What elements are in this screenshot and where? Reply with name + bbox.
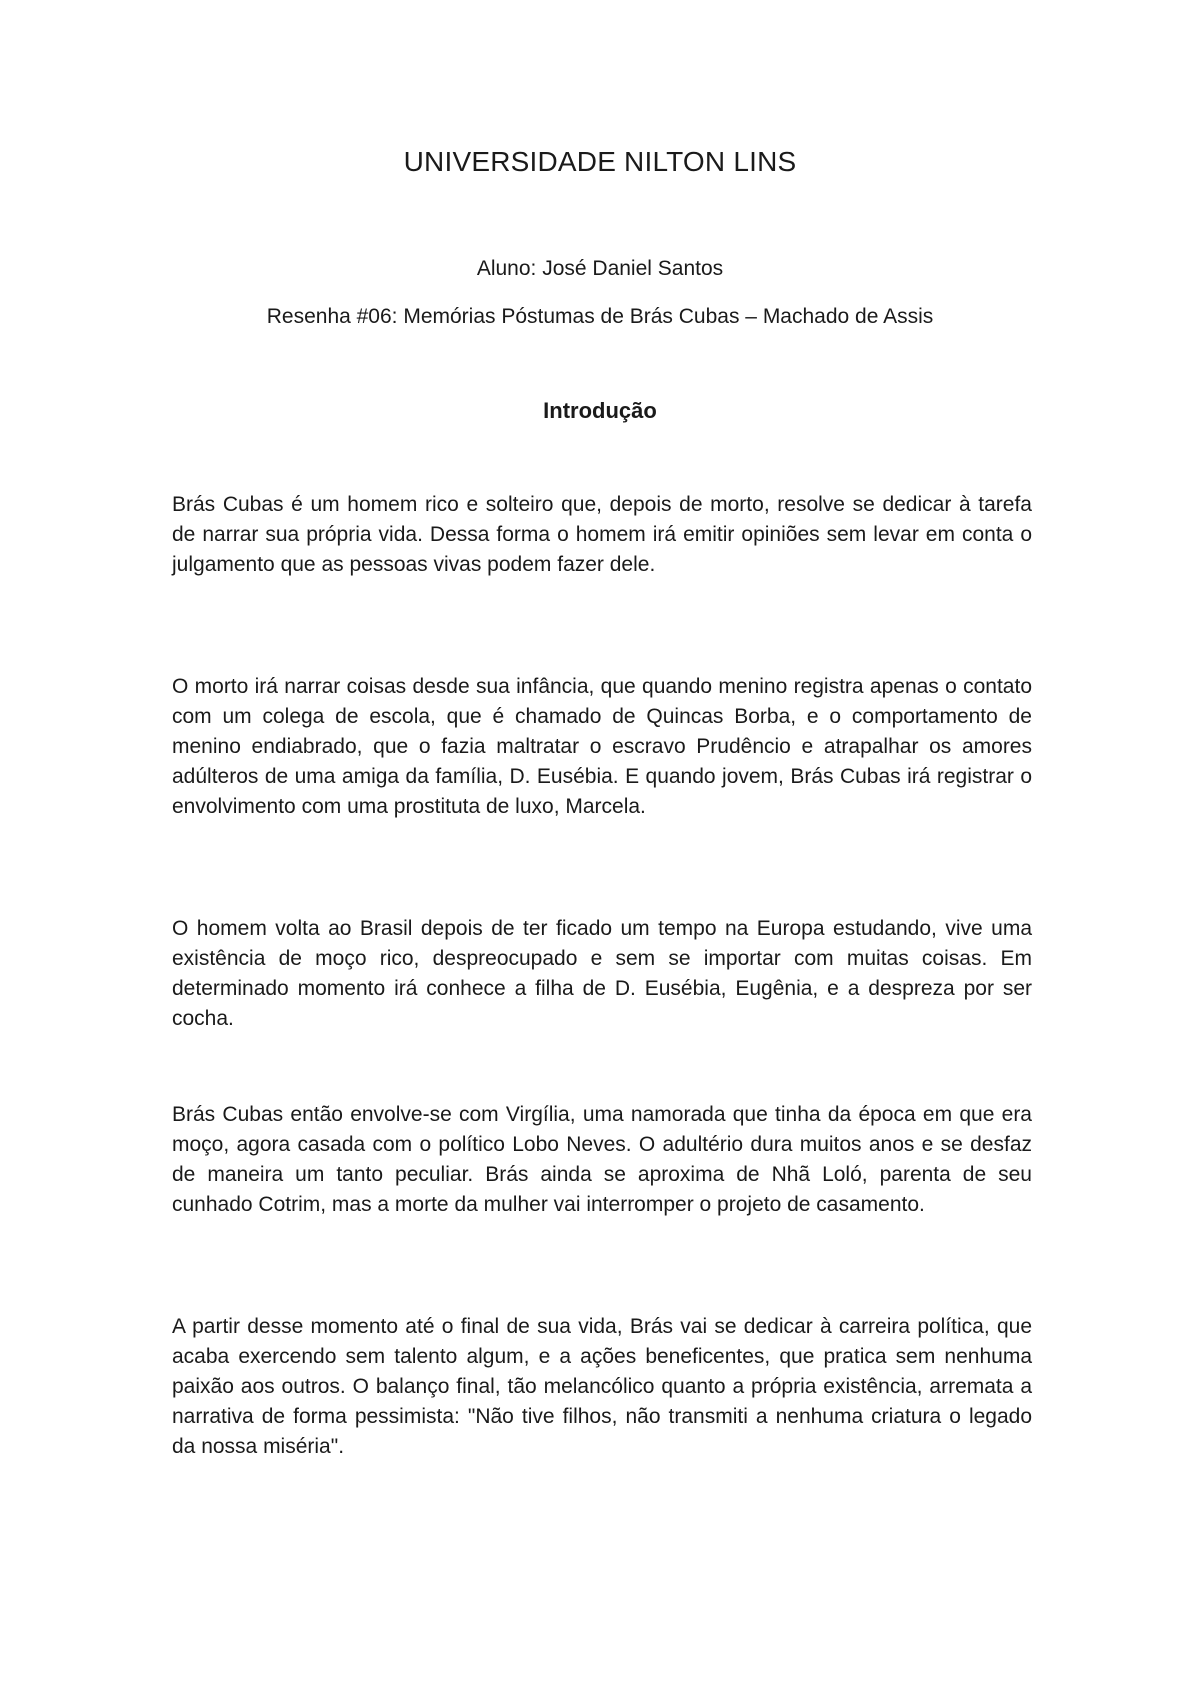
university-title: UNIVERSIDADE NILTON LINS: [403, 146, 797, 177]
paragraph: O morto irá narrar coisas desde sua infância, que quando menino registra apenas o contato com um colega de escola, que é chamado de Quincas Borba, e o comportamento de menino endiabrado, que o fazia maltratar o escravo Prudêncio e atrapalhar os amores adúlteros de uma amiga da família, D. Eusébia. E quando jovem, Brás Cubas irá registrar o envolvimento com uma prostituta de luxo, Marcela.: [172, 675, 1032, 818]
student-name: Aluno: José Daniel Santos: [476, 257, 724, 280]
paragraph: A partir desse momento até o final de sua vida, Brás vai se dedicar à carreira política, que acaba exercendo sem talento algum, e a ações beneficentes, que pratica sem nenhuma paixão aos outros. O balanço final, tão melancólico quanto a própria existência, arremata a narrativa de forma pessimista: "Não tive filhos, não transmiti a nenhuma criatura o legado da nossa miséria".: [172, 1315, 1032, 1458]
paragraph: Brás Cubas então envolve-se com Virgília, uma namorada que tinha da época em que era moço, agora casada com o político Lobo Neves. O adultério dura muitos anos e se desfaz de maneira um tanto peculiar. Brás ainda se aproxima de Nhã Loló, parenta de seu cunhado Cotrim, mas a morte da mulher vai interromper o projeto de casamento.: [172, 1103, 1032, 1216]
paragraph: O homem volta ao Brasil depois de ter ficado um tempo na Europa estudando, vive uma existência de moço rico, despreocupado e sem se importar com muitas coisas. Em determinado momento irá conhece a filha de D. Eusébia, Eugênia, e a despreza por ser cocha.: [172, 917, 1032, 1030]
section-heading: Introdução: [543, 398, 657, 423]
paragraph: Brás Cubas é um homem rico e solteiro que, depois de morto, resolve se dedicar à tarefa de narrar sua própria vida. Dessa forma o homem irá emitir opiniões sem levar em conta o julgamento que as pessoas vivas podem fazer dele.: [172, 493, 1032, 576]
review-title: Resenha #06: Memórias Póstumas de Brás Cubas – Machado de Assis: [266, 305, 934, 328]
